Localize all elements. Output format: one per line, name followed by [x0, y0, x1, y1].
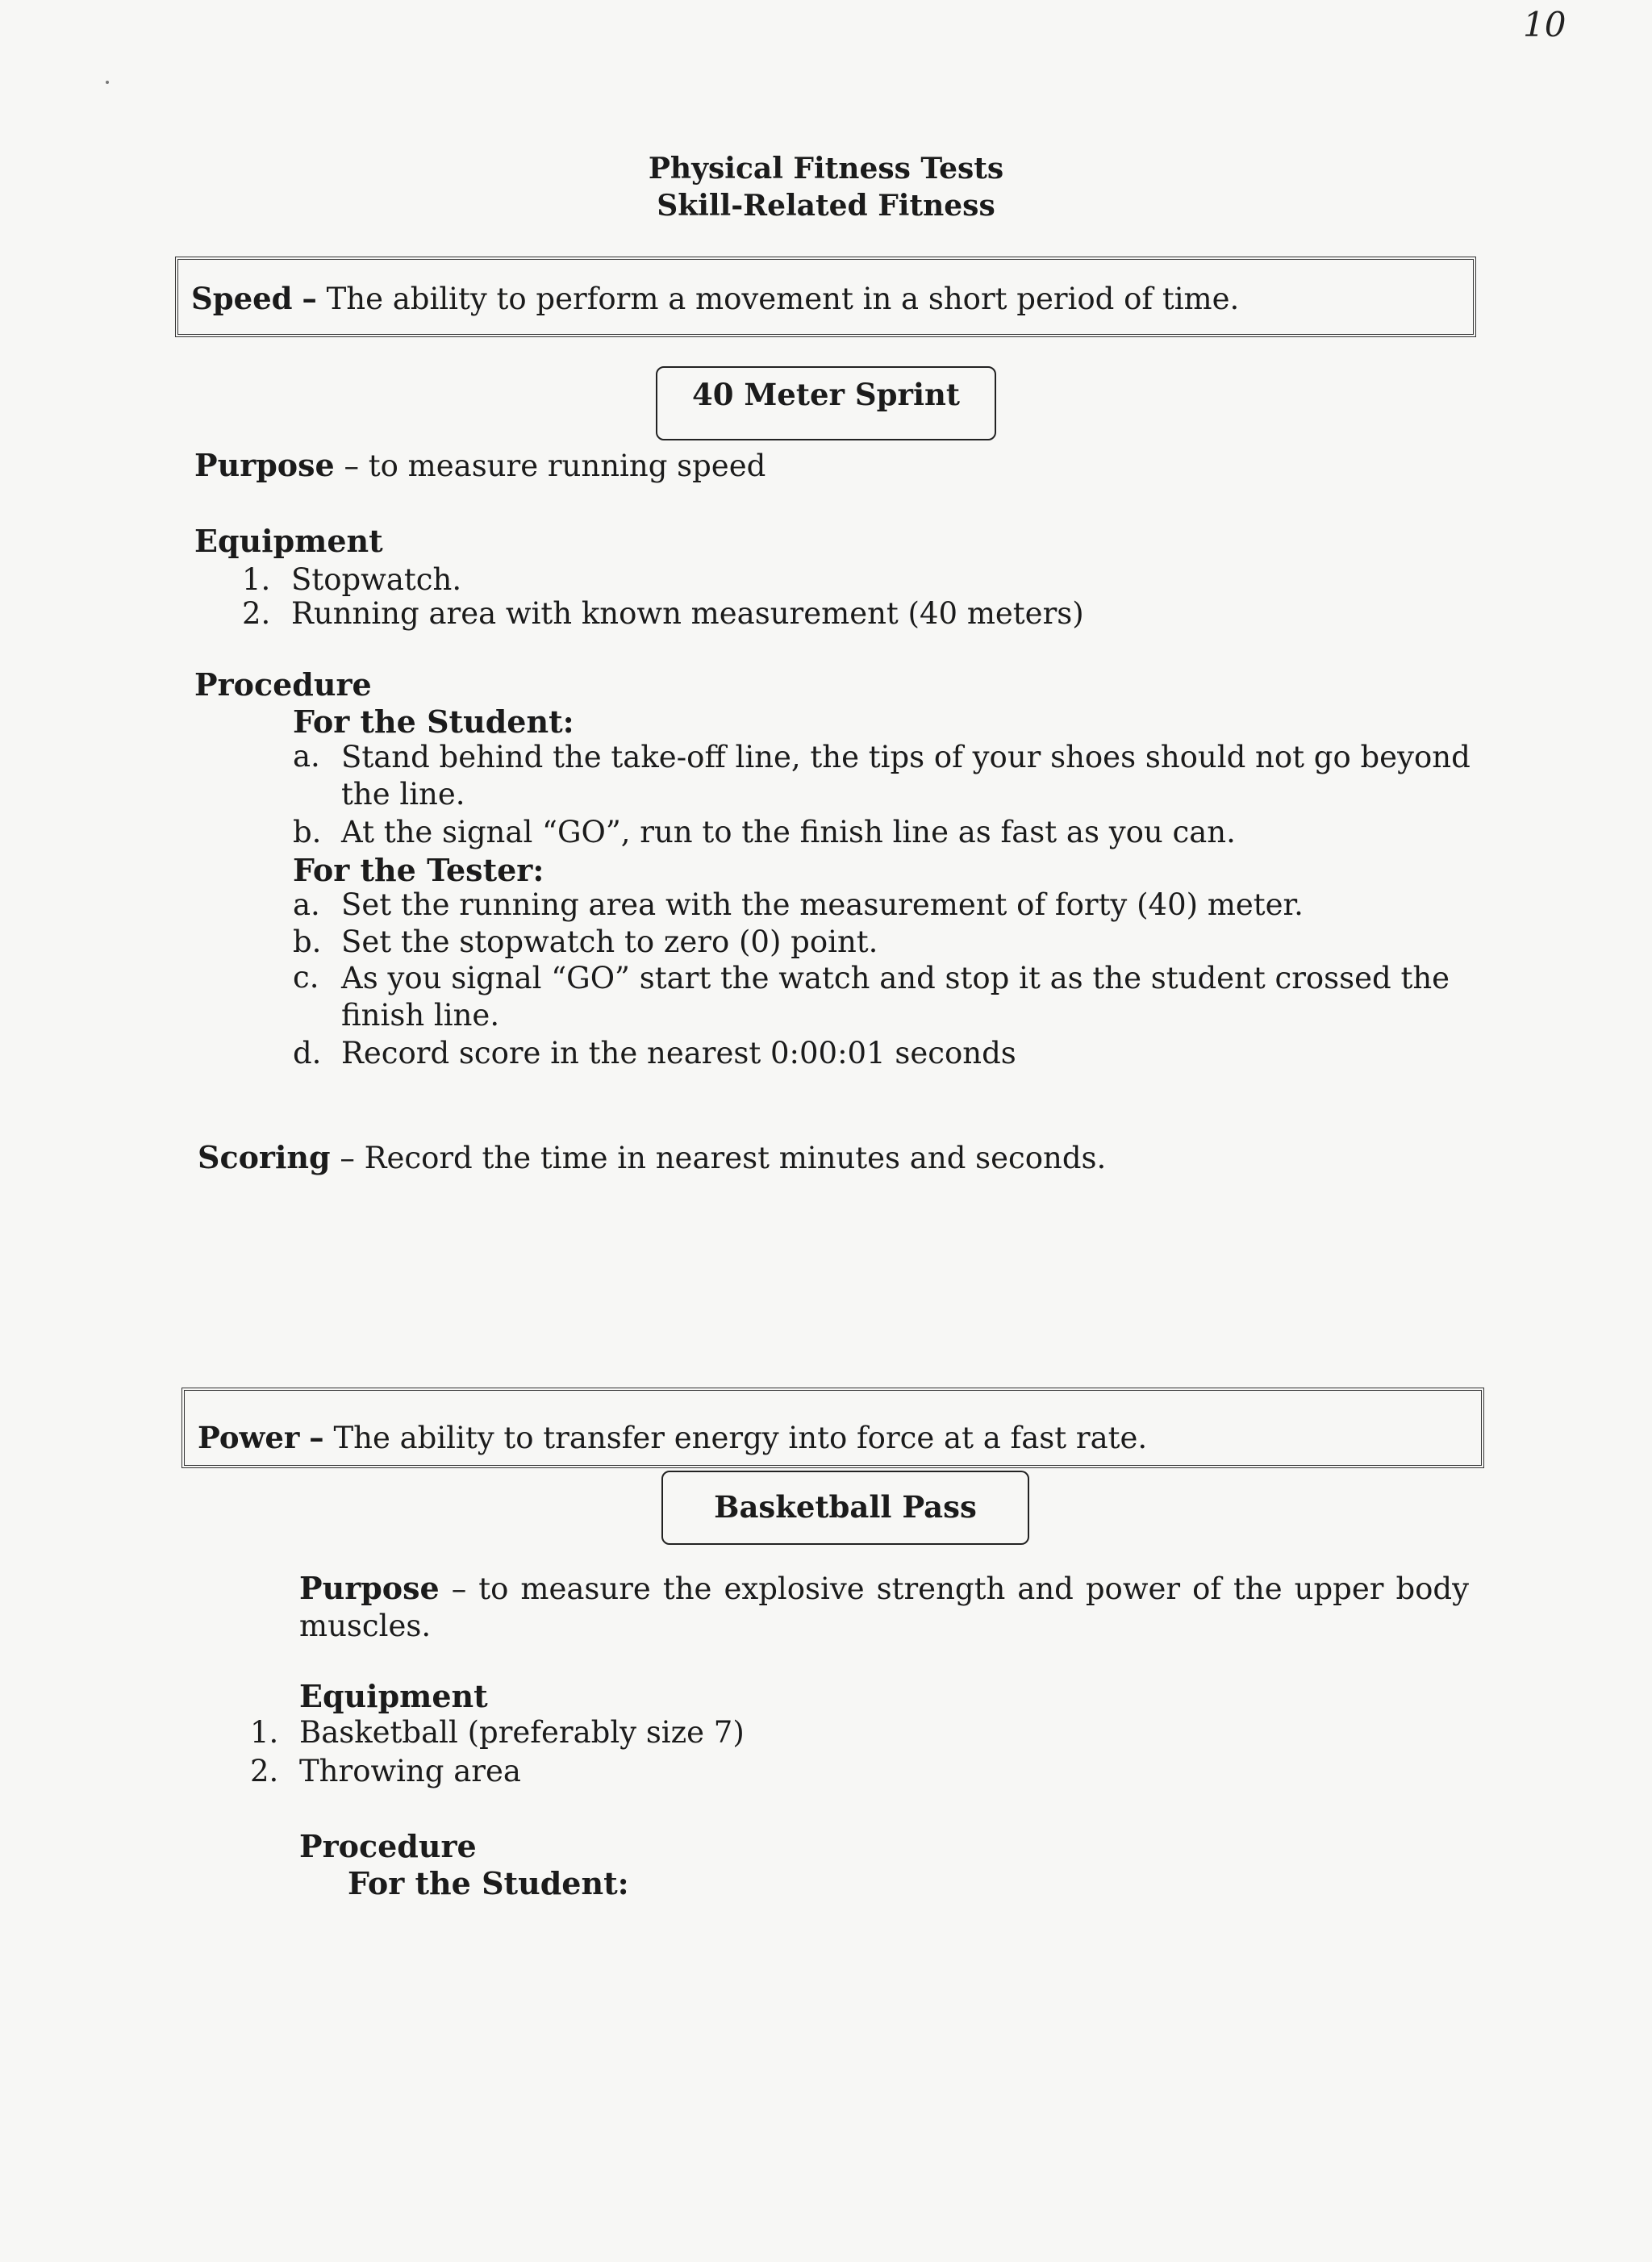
power-equipment-item-2: Throwing area	[299, 1754, 521, 1788]
power-equipment-label: Equipment	[299, 1678, 488, 1714]
speed-tester-step-c-letter: c.	[293, 960, 319, 995]
speed-scoring-text: – Record the time in nearest minutes and seconds.	[340, 1141, 1107, 1175]
speed-student-step-a: Stand behind the take-off line, the tips of your shoes should not go beyond the line.	[341, 740, 1471, 812]
speed-equipment-item-1: Stopwatch.	[291, 562, 462, 597]
speed-purpose	[194, 447, 766, 483]
speed-definition	[191, 281, 1239, 316]
power-purpose-label: Purpose	[299, 1570, 440, 1606]
speed-tester-step-d: Record score in the nearest 0:00:01 seconds	[341, 1036, 1016, 1070]
power-definition-text: The ability to transfer energy into force at a fast rate.	[333, 1421, 1148, 1455]
speed-tester-step-b-letter: b.	[293, 924, 322, 959]
speed-scoring-label: Scoring	[198, 1139, 331, 1175]
power-procedure-label: Procedure	[299, 1828, 477, 1864]
speed-equipment-num-1: 1.	[242, 562, 271, 597]
power-test-name-box	[661, 1471, 1029, 1545]
speed-tester-step-b: Set the stopwatch to zero (0) point.	[341, 924, 878, 959]
power-purpose-text: – to measure the explosive strength and power of the upper body muscles.	[299, 1571, 1469, 1643]
speed-equipment-num-2: 2.	[242, 596, 271, 631]
speed-definition-text: The ability to perform a movement in a short period of time.	[326, 282, 1240, 316]
speed-purpose-label: Purpose	[194, 447, 335, 483]
speed-tester-step-c: As you signal “GO” start the watch and stop it as the student crossed the finish line.	[341, 961, 1450, 1033]
speed-for-student-label: For the Student:	[293, 703, 574, 740]
speed-tester-step-a: Set the running area with the measurement of forty (40) meter.	[341, 887, 1304, 922]
power-equipment-num-2: 2.	[250, 1754, 279, 1788]
page-subtitle: Skill-Related Fitness	[657, 189, 995, 223]
speed-purpose-text: – to measure running speed	[344, 449, 766, 483]
speed-student-step-b: At the signal “GO”, run to the finish line as fast as you can.	[341, 815, 1236, 849]
power-definition-box	[181, 1388, 1484, 1468]
page-number: 10	[1523, 5, 1566, 44]
page-title: Physical Fitness Tests	[648, 152, 1004, 186]
speed-student-step-a-letter: a.	[293, 739, 320, 774]
power-test-name: Basketball Pass	[714, 1489, 977, 1525]
speed-procedure-label: Procedure	[194, 666, 372, 703]
power-definition	[198, 1420, 1147, 1455]
speed-tester-step-a-letter: a.	[293, 887, 320, 922]
speed-for-tester-label: For the Tester:	[293, 852, 544, 888]
power-equipment-item-1: Basketball (preferably size 7)	[299, 1715, 745, 1750]
speed-test-name: 40 Meter Sprint	[691, 377, 960, 412]
power-purpose	[299, 1570, 1469, 1645]
speed-scoring	[198, 1139, 1106, 1175]
power-dash: –	[309, 1420, 324, 1455]
speed-equipment-label: Equipment	[194, 523, 383, 559]
power-for-student-label: For the Student:	[348, 1865, 629, 1901]
speed-tester-step-d-letter: d.	[293, 1036, 322, 1070]
speed-term: Speed	[191, 281, 293, 316]
speed-dash: –	[302, 281, 317, 316]
speed-student-step-b-letter: b.	[293, 815, 322, 849]
speed-test-name-box	[656, 366, 996, 440]
power-equipment-num-1: 1.	[250, 1715, 279, 1750]
speed-definition-box	[175, 257, 1476, 337]
power-term: Power	[198, 1420, 300, 1455]
scan-speck	[106, 81, 109, 84]
speed-equipment-item-2: Running area with known measurement (40 meters)	[291, 596, 1084, 631]
